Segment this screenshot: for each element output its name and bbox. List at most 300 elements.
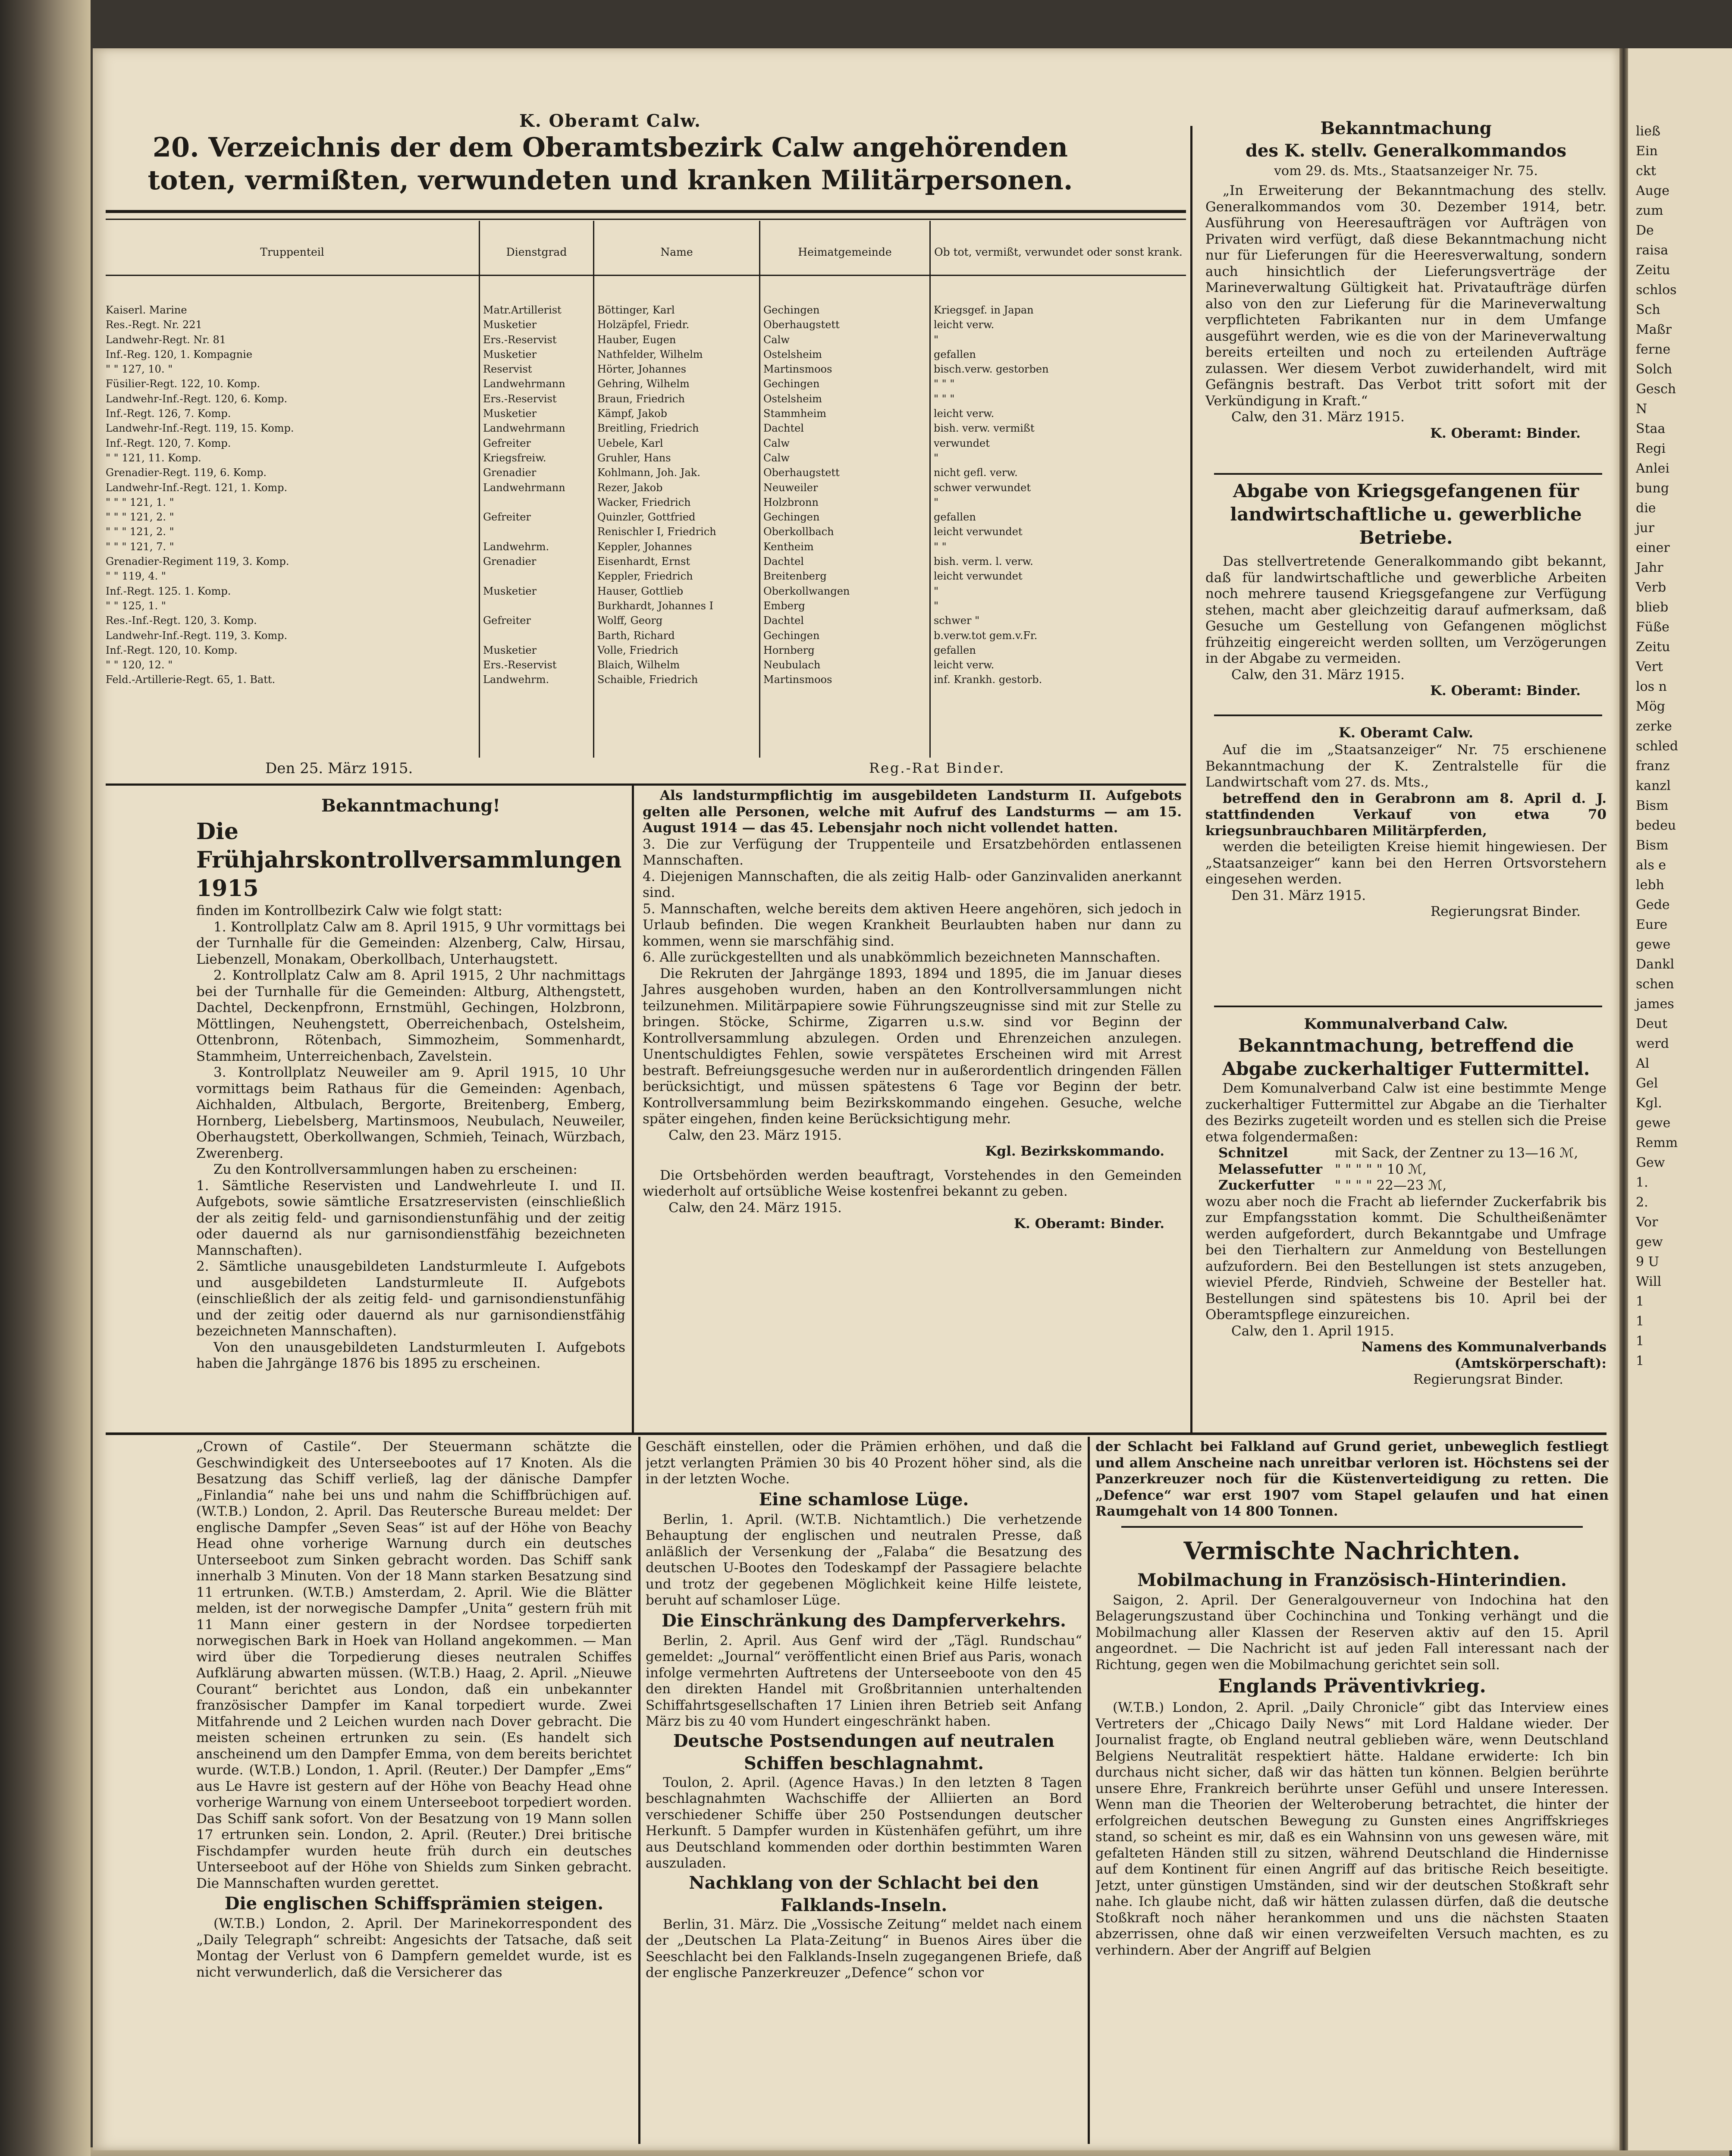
list-item: 6. Alle zurückgestellten und als unabkömmlich bezeichneten Mannschaften. [643,950,1161,965]
office-line: K. Oberamt Calw. [519,111,701,131]
table-cell: Volle, Friedrich [597,644,678,656]
table-cell: gefallen [934,644,976,656]
table-cell: bish. verw. vermißt [934,422,1035,435]
table-cell: Feld.-Artillerie-Regt. 65, 1. Batt. [106,674,276,686]
table-row [106,362,1186,376]
table-cell: bish. verm. l. verw. [934,555,1033,568]
next-page-fragment: Verb [1636,580,1666,595]
notice-signature: K. Oberamt: Binder. [1430,683,1581,699]
table-cell: Inf.-Regt. 120, 10. Komp. [106,644,238,656]
list-title-line2: toten, vermißten, verwundeten und kranken Militärpersonen. [147,164,1073,196]
notice-ref: vom 29. ds. Mts., Staatsanzeiger Nr. 75. [1274,163,1538,179]
table-cell: Oberkollwangen [763,585,850,597]
table-cell: Oberkollbach [763,526,834,538]
next-page-fragment: Zeitu [1636,263,1670,278]
notice-control-assemblies [196,794,625,1372]
table-row [106,539,1186,554]
next-page-fragment: die [1636,501,1656,516]
table-row [106,672,1186,687]
table-cell: Rezer, Jakob [597,481,663,494]
next-page-fragment: lebh [1636,877,1664,893]
notice-signature: Regierungsrat Binder. [1430,904,1581,919]
table-cell: Gehring, Wilhelm [597,378,690,390]
newspaper-page [93,48,1619,2150]
table-cell: Res.-Regt. Nr. 221 [106,319,202,331]
table-row [106,628,1186,643]
notice-title: Bekanntmachung, betreffend die Abgabe zuckerhaltiger Futtermittel. [1222,1035,1590,1079]
next-page-edge [1628,48,1732,2150]
table-body [106,303,1186,687]
list-item: 4. Diejenigen Mannschaften, die als zeitig Halb- oder Ganzinvaliden anerkannt sind. [643,868,1182,900]
price-row [1218,1178,1606,1194]
next-page-fragment: Staa [1636,421,1666,436]
table-cell: " " 127, 10. " [106,363,173,376]
table-cell: Reservist [483,363,532,376]
list-item: 3. Die zur Verfügung der Truppenteile und Ersatzbehörden entlassenen Mannschaften. [643,836,1182,868]
table-cell: leicht verw. [934,407,995,420]
column-header: Dienstgrad [506,245,567,258]
table-row [106,421,1186,436]
price-item: Melassefutter [1218,1161,1323,1177]
notice-date: Calw, den 1. April 1915. [1231,1323,1394,1339]
notice-body: „In Erweiterung der Bekanntmachung des stellv. Generalkommandos vom 30. Dezember 1914, betr. Ausführung von Heeresaufträgen vor Aufträgen von Privaten wird verfügt, daß diese Bekanntmachung nicht nur für Lieferungen für die Heeresverwaltung, sondern auch hinsichtlich der Lieferungsverträge der Marineverwaltung Gültigkeit hat. Privataufträge dürfen also von den zur Lieferung für die Marineverwaltung verpflichteten Fabrikanten nur in dem Umfange ausgeführt werden, wie es die von der Marineverwaltung bereits erteilten und noch zu erteilenden Aufträge zulassen. Wer diesem Verbot zuwiderhandelt, wird mit Gefängnis bestraft. Das Verbot tritt sofort mit der Verkündigung in Kraft.“ [1205,183,1606,409]
table-cell: " " " 121, 1. " [106,496,174,508]
price-row [1218,1145,1606,1162]
table-cell: Martinsmoos [763,674,832,686]
news-heading: Die Einschränkung des Dampferverkehrs. [662,1610,1066,1631]
notice-body: Das stellvertretende Generalkommando gibt bekannt, daß für landwirtschaftliche und gewerbliche Arbeiten noch mehrere tausend Kriegsgefangene zur Verfügung stehen, macht aber gleichzeitig darauf aufmerksam, daß Gesuche um Gestellung von Gefangenen möglichst frühzeitig eingereicht werden sollten, um Verzögerungen in der Abgabe zu vermeiden. [1205,554,1606,666]
table-cell: Musketier [483,644,537,656]
table-cell: Gechingen [763,378,820,390]
table-row [106,554,1186,569]
table-row [106,495,1186,510]
table-cell: Wacker, Friedrich [597,496,691,508]
next-page-fragment: 1 [1636,1314,1644,1329]
table-cell: Eisenhardt, Ernst [597,555,690,568]
table-cell: leicht verwundet [934,526,1023,538]
table-date: Den 25. März 1915. [265,760,413,777]
table-signature: Reg.-Rat Binder. [869,760,1005,776]
table-row [106,436,1186,451]
notice-date: Den 31. März 1915. [1231,887,1366,903]
table-cell: Matr.Artillerist [483,304,562,316]
next-page-fragment: 1 [1636,1354,1644,1369]
table-cell: Füsilier-Regt. 122, 10. Komp. [106,378,260,390]
notice-office: K. Oberamt Calw. [1339,724,1473,741]
next-page-fragment: schled [1636,739,1679,754]
table-cell: schwer verwundet [934,481,1031,494]
next-page-fragment: ckt [1636,163,1657,179]
notice-body: Von den unausgebildeten Landsturmleuten I. Aufgebots haben die Jahrgänge 1876 bis 1895 zu erscheinen. [196,1339,625,1371]
table-cell: Musketier [483,585,537,597]
table-cell: Hornberg [763,644,815,656]
table-cell: Neuweiler [763,481,818,494]
next-page-fragment: Will [1636,1274,1662,1289]
notice-title: Bekanntmachung [1320,118,1492,138]
next-page-fragment: bung [1636,481,1669,496]
table-cell: " " [934,540,947,553]
table-cell: Landwehrmann [483,422,565,435]
next-page-fragment: zerke [1636,719,1672,734]
table-cell: Dachtel [763,555,804,568]
table-cell: Hörter, Johannes [597,363,687,376]
table-row [106,510,1186,524]
table-cell: Blaich, Wilhelm [597,659,680,671]
list-item: 2. Sämtliche unausgebildeten Landsturmleute I. Aufgebots und ausgebildeten Landsturmleute II. Aufgebots (einschließlich der als zeitig feld- und garnisondienstunfähig und der zeitig oder dauernd als nur garnisondienstfähig bezeichneten Mannschaften). [196,1259,625,1339]
table-cell: " " 125, 1. " [106,599,166,612]
next-page-fragment: zum [1636,203,1663,218]
table-cell: Neubulach [763,659,821,671]
table-cell: b.verw.tot gem.v.Fr. [934,629,1038,642]
table-row [106,465,1186,480]
table-cell: Landwehr-Regt. Nr. 81 [106,333,226,346]
table-row [106,613,1186,628]
table-row [106,451,1186,465]
next-page-fragment: Maßr [1636,322,1672,337]
next-page-fragment: gewe [1636,1116,1671,1131]
news-text: Toulon, 2. April. (Agence Havas.) In den letzten 8 Tagen beschlagnahmten Wachschiffe der Alliierten an Bord verschiedener Schiffe über 250 Postsendungen deutscher Herkunft. 5 Dampfer wurden in Küstenhäfen geführt, um ihre aus Deutschland kommenden oder dorthin bestimmten Waren auszuladen. [646,1774,1082,1871]
rule [1214,714,1602,716]
notice-body: Die Ortsbehörden werden beauftragt, Vorstehendes in den Gemeinden wiederholt auf ortsübliche Weise kostenfrei bekannt zu geben. [643,1167,1182,1199]
notice-title: Die Frühjahrskontrollversammlungen 1915 [196,818,622,902]
notice-kicker: Bekanntmachung! [321,796,500,816]
next-page-fragment: Anlei [1636,461,1669,476]
column-rule [638,1437,640,2144]
next-page-fragment: gew [1636,1235,1663,1250]
price-item: Zuckerfutter [1218,1178,1315,1193]
column-header: Heimatgemeinde [798,245,892,258]
table-cell: Landwehr-Inf.-Regt. 120, 6. Komp. [106,392,288,405]
table-cell: " " " 121, 2. " [106,511,174,523]
next-page-fragment: schlos [1636,282,1677,298]
table-cell: Oberhaugstett [763,467,840,479]
table-row [106,406,1186,421]
next-page-fragment: 1. [1636,1175,1648,1190]
next-page-fragment: ließ [1636,124,1660,139]
table-cell: Dachtel [763,422,804,435]
table-cell: bisch.verw. gestorben [934,363,1049,376]
news-text: Berlin, 31. März. Die „Vossische Zeitung“ meldet nach einem der „Deutschen La Plata-Zeitung“ in Buenos Aires über die Seeschlacht bei den Falklands-Inseln zugegangenen Briefe, daß der englische Panzerkreuzer „Defence“ schon vor [646,1916,1082,1981]
table-cell: Gechingen [763,511,820,523]
notice-feed [1205,1014,1606,1388]
price-row [1218,1162,1606,1178]
next-page-fragment: Al [1636,1056,1650,1071]
table-cell: Oberhaugstett [763,319,840,331]
notice-body: Als landsturmpflichtig im ausgebildeten Landsturm II. Aufgebots gelten alle Personen, welche mit Aufruf des Landsturms — am 15. August 1914 — das 45. Lebensjahr noch nicht vollendet hatten. [643,788,1182,836]
table-cell: Gefreiter [483,614,531,627]
column-header: Truppenteil [260,245,324,258]
table-row [106,332,1186,347]
table-cell: Grenadier-Regt. 119, 6. Komp. [106,467,267,479]
notice-date: Calw, den 23. März 1915. [668,1127,842,1143]
next-page-fragment: los n [1636,679,1667,694]
section-title: Vermischte Nachrichten. [1183,1536,1521,1565]
table-cell: Grenadier [483,555,537,568]
notice-body: Auf die im „Staatsanzeiger“ Nr. 75 erschienene Bekanntmachung der K. Zentralstelle für die Landwirtschaft vom 27. ds. Mts., [1205,742,1606,790]
table-row [106,658,1186,672]
table-cell: Grenadier-Regiment 119, 3. Komp. [106,555,289,568]
notice-signature: Regierungsrat Binder. [1413,1372,1563,1387]
table-cell: Böttinger, Karl [597,304,675,316]
next-page-fragment: Regi [1636,441,1666,456]
column-header: Name [660,245,693,258]
rule [1121,1526,1583,1528]
table-cell: inf. Krankh. gestorb. [934,674,1042,686]
column-header: Ob tot, vermißt, verwundet oder sonst krank. [934,245,1183,258]
notice-body: Zu den Kontrollversammlungen haben zu erscheinen: [213,1162,577,1177]
table-cell: Musketier [483,319,537,331]
table-cell: Kaiserl. Marine [106,304,187,316]
table-cell: Landwehrm. [483,540,549,553]
table-cell: Quinzler, Gottfried [597,511,696,523]
next-page-fragment: Ein [1636,144,1658,159]
news-text: Berlin, 2. April. Aus Genf wird der „Tägl. Rundschau“ gemeldet: „Journal“ veröffentlicht einen Brief aus Paris, wonach infolge vermehrten Auftretens der Unterseeboote von den 45 den direkten Handel mit Großbritannien unterhaltenden Schiffahrtsgesellschaften 17 Linien ihren Betrieb seit Anfang März bis zu 40 vom Hundert eingeschränkt haben. [646,1633,1082,1729]
rule [106,1432,1606,1435]
next-page-fragment: schen [1636,977,1674,992]
table-cell: " [934,599,939,612]
news-column-3 [1095,1439,1609,2142]
news-text: „Crown of Castile“. Der Steuermann schätzte die Geschwindigkeit des Unterseebootes auf 17 Knoten. Als die Besatzung das Schiff verließ, lag der dänische Dampfer „Finlandia“ nahe bei uns und nahm die Schiffbrüchigen auf. (W.T.B.) London, 2. April. Das Reutersche Bureau meldet: Der englische Dampfer „Seven Seas“ ist auf der Höhe von Beachy Head ohne vorherige Warnung durch ein deutsches Unterseeboot zum Sinken gebracht worden. Das Schiff sank innerhalb 3 Minuten. Von der 18 Mann starken Besatzung sind 11 ertrunken. (W.T.B.) Amsterdam, 2. April. Wie die Blätter melden, ist der norwegische Dampfer „Unita“ gestern früh mit 11 Mann einer gestern in der Nordsee torpedierten norwegischen Bark in Hoek van Holland angekommen. — Man wird über die Torpedierung dieses neutralen Schiffes Aufklärung abwarten müssen. (W.T.B.) Haag, 2. April. „Nieuwe Courant“ berichtet aus London, daß ein unbekannter französischer Dampfer im Kanal torpediert wurde. Zwei Mitfahrende und 2 Leichen wurden nach Dover gebracht. Die meisten scheinen ertrunken zu sein. (Es handelt sich anscheinend um den Dampfer Emma, von dem bereits berichtet wurde. (W.T.B.) London, 1. April. (Reuter.) Der Dampfer „Ems“ aus Le Havre ist gestern auf der Höhe von Beachy Head ohne vorherige Warnung von einem Unterseeboot torpediert worden. Das Schiff sank sofort. Von der Besatzung von 19 Mann sollen 17 ertrunken sein. London, 2. April. (Reuter.) Drei britische Fischdampfer wurden heute früh durch ein deutsches Unterseeboot auf der Höhe von Shields zum Sinken gebracht. Die Mannschaften wurden gerettet. [196,1439,632,1891]
table-cell: gefallen [934,511,976,523]
next-page-fragments [1636,122,1678,1371]
notice-intro: finden im Kontrollbezirk Calw wie folgt statt: [196,903,503,918]
notice-body: betreffend den in Gerabronn am 8. April d. J. stattfindenden Verkauf von etwa 70 kriegsunbrauchbaren Militärpferden, [1205,790,1606,839]
table-cell: Schaible, Friedrich [597,674,698,686]
notice-date: Calw, den 31. März 1915. [1231,409,1405,425]
next-page-fragment: blieb [1636,600,1669,615]
list-item: 1. Sämtliche Reservisten und Landwehrleute I. und II. Aufgebots, sowie sämtliche Ersatzreservisten (einschließlich der als zeitig feld- und garnisondienstunfähig und der zeitig oder dauernd als nur garnisondienstfähig bezeichneten Mannschaften). [196,1178,625,1258]
next-page-fragment: Remm [1636,1135,1678,1150]
table-cell: " [934,585,939,597]
list-item: 2. Kontrollplatz Calw am 8. April 1915, 2 Uhr nachmittags bei der Turnhalle für die Gemeinden: Altburg, Althengstett, Dachtel, Deckenpfronn, Ernstmühl, Gechingen, Holzbronn, Möttlingen, Neuhengstett, Oberreichenbach, Ostelsheim, Ottenbronn, Rötenbach, Simmozheim, Sommenhardt, Stammheim, Unterreichenbach, Zavelstein. [196,968,625,1064]
table-cell: leicht verwundet [934,570,1023,583]
table-cell: Gechingen [763,629,820,642]
next-page-fragment: 9 U [1636,1254,1659,1269]
page-gutter [1619,48,1628,2150]
price-text: " " " " " 10 ℳ, [1335,1161,1427,1177]
table-cell: " " " 121, 2. " [106,526,174,538]
next-page-fragment: Füße [1636,620,1669,635]
notice-generalkommando [1205,117,1606,442]
next-page-fragment: einer [1636,540,1670,555]
table-cell: Martinsmoos [763,363,832,376]
table-cell: Kentheim [763,540,814,553]
table-row [106,317,1186,332]
table-cell: Hauber, Eugen [597,333,676,346]
next-page-fragment: Mög [1636,699,1665,714]
column-rule [1190,126,1192,1432]
table-row [106,347,1186,362]
table-cell: Res.-Inf.-Regt. 120, 3. Komp. [106,614,257,627]
table-cell: Landwehrmann [483,481,565,494]
table-cell: schwer " [934,614,980,627]
price-text: mit Sack, der Zentner zu 13—16 ℳ, [1335,1145,1578,1161]
notice-signature: K. Oberamt: Binder. [1014,1216,1164,1232]
rule [106,783,1186,786]
next-page-fragment: Gel [1636,1076,1658,1091]
table-cell: Emberg [763,599,805,612]
notice-body: wozu aber noch die Fracht ab liefernder Zuckerfabrik bis zur Empfangsstation kommt. Die Schultheißenämter werden aufgefordert, durch Bekanntgabe und Umfrage bei den Tierhaltern zur Anmeldung von Bestellungen aufzufordern. Bei den Bestellungen ist stets anzugeben, wieviel Pferde, Rindvieh, Schweine der Besteller hat. Bestellungen sind spätestens bis 10. April bei der Oberamtspflege einzureichen. [1205,1194,1606,1322]
next-page-fragment: bedeu [1636,818,1676,833]
table-cell: Calw [763,451,790,464]
table-cell: Barth, Richard [597,629,675,642]
next-page-fragment: Jahr [1636,560,1663,575]
next-page-fragment: Sch [1636,302,1660,317]
next-page-fragment: ferne [1636,342,1671,357]
table-cell: leicht verw. [934,319,995,331]
next-page-fragment: als e [1636,858,1666,873]
table-cell: Calw [763,437,790,449]
next-page-fragment: Gew [1636,1155,1665,1170]
notice-control-continued [643,788,1182,1232]
table-cell: " " 119, 4. " [106,570,166,583]
table-cell: Inf.-Regt. 125. 1. Komp. [106,585,231,597]
price-item: Schnitzel [1218,1145,1288,1161]
table-cell: " " 121, 11. Komp. [106,451,201,464]
notice-date: Calw, den 24. März 1915. [668,1200,842,1216]
table-cell: Holzäpfel, Friedr. [597,319,690,331]
list-item: 5. Mannschaften, welche bereits dem aktiven Heere angehören, sich jedoch in Urlaub befinden. Die wegen Krankheit Beurlaubten haben nur dann zu kommen, wenn sie marschfähig sind. [643,901,1182,949]
table-cell: Gruhler, Hans [597,451,671,464]
next-page-fragment: Vert [1636,659,1663,674]
table-row [106,303,1186,317]
table-cell: verwundet [934,437,990,449]
table-cell: Landwehr-Inf.-Regt. 119, 3. Komp. [106,629,288,642]
next-page-fragment: werd [1636,1036,1669,1051]
table-cell: Inf.-Regt. 126, 7. Komp. [106,407,231,420]
list-item: 3. Kontrollplatz Neuweiler am 9. April 1915, 10 Uhr vormittags beim Rathaus für die Gemeinden: Agenbach, Aichhalden, Altbulach, Bergorte, Breitenberg, Emberg, Hornberg, Liebelsberg, Martinsmoos, Neubulach, Neuweiler, Oberhaugstett, Oberkollwangen, Schmieh, Teinach, Würzbach, Zwerenberg. [196,1065,625,1161]
news-column-1 [196,1439,632,2142]
table-cell: Burkhardt, Johannes I [597,599,713,612]
next-page-fragment: kanzl [1636,778,1671,793]
table-cell: Keppler, Friedrich [597,570,693,583]
table-row [106,480,1186,495]
casualty-list-header [144,111,1076,197]
table-cell: nicht gefl. verw. [934,467,1018,479]
rule [1214,1006,1602,1007]
table-cell: Kriegsfreiw. [483,451,546,464]
news-heading: Mobilmachung in Französisch-Hinterindien. [1137,1570,1567,1590]
table-cell: Landwehr-Inf.-Regt. 121, 1. Komp. [106,481,288,494]
next-page-fragment: Gede [1636,897,1670,912]
book-edge [0,0,91,2156]
table-cell: Keppler, Johannes [597,540,692,553]
news-heading: Nachklang von der Schlacht bei den Falklands-Inseln. [689,1872,1039,1915]
notice-horses [1205,723,1606,920]
notice-signature: Kgl. Bezirkskommando. [985,1144,1164,1159]
table-row [106,599,1186,613]
table-cell: Gefreiter [483,511,531,523]
next-page-fragment: Zeitu [1636,639,1670,655]
next-page-fragment: Deut [1636,1016,1668,1031]
table-cell: Ostelsheim [763,392,822,405]
rule [1214,473,1602,475]
rule [106,210,1186,213]
table-cell: Inf.-Regt. 120, 7. Komp. [106,437,231,449]
table-cell: Wolff, Georg [597,614,663,627]
table-row [106,376,1186,391]
next-page-fragment: franz [1636,758,1670,774]
news-column-2 [646,1439,1082,2142]
table-cell: Hauser, Gottlieb [597,585,684,597]
table-cell: Landwehrm. [483,674,549,686]
table-cell: Landwehr-Inf.-Regt. 119, 15. Komp. [106,422,294,435]
next-page-fragment: Vor [1636,1215,1658,1230]
notice-office: Kommunalverband Calw. [1304,1015,1508,1033]
table-cell: Kriegsgef. in Japan [934,304,1034,316]
table-cell: " " " [934,378,955,390]
table-cell: Ers.-Reservist [483,333,557,346]
next-page-fragment: Solch [1636,362,1672,377]
notice-body: Die Rekruten der Jahrgänge 1893, 1894 und 1895, die im Januar dieses Jahres ausgehoben wurden, haben an den Kontrollversammlungen nicht teilzunehmen. Militärpapiere sowie Führungszeugnisse sind mit zur Stelle zu bringen. Stöcke, Schirme, Zigarren u.s.w. sind vor Beginn der Kontrollversammlung abzulegen. Orden und Ehrenzeichen anzulegen. Unentschuldigtes Fehlen, sowie verspätetes Erscheinen wird mit Arrest bestraft. Befreiungsgesuche werden nur in außerordentlich dringenden Fällen berücksichtigt, und müssen spätestens 6 Tage vor Beginn der betr. Kontrollversammlung beim Bezirkskommando eingehen. Gesuche, welche später eingehen, finden keine Berücksichtigung mehr. [643,965,1182,1127]
notice-signature: K. Oberamt: Binder. [1430,425,1581,441]
table-cell: Grenadier [483,467,537,479]
table-cell: Uebele, Karl [597,437,663,449]
table-cell: Ostelsheim [763,348,822,360]
news-text: Geschäft einstellen, oder die Prämien erhöhen, und daß die jetzt verlangten Prämien 30 bis 40 Prozent höher sind, als die in der letzten Woche. [646,1439,1082,1487]
table-cell: Kohlmann, Joh. Jak. [597,467,700,479]
next-page-fragment: Gesch [1636,382,1676,397]
table-cell: Musketier [483,407,537,420]
table-cell: Breitenberg [763,570,827,583]
news-heading: Eine schamlose Lüge. [759,1489,969,1510]
table-cell: Musketier [483,348,537,360]
notice-date: Calw, den 31. März 1915. [1231,667,1405,683]
table-cell: Holzbronn [763,496,819,508]
column-rule [1088,1437,1090,2144]
table-cell: Kämpf, Jakob [597,407,667,420]
news-text: (W.T.B.) London, 2. April. „Daily Chronicle“ gibt das Interview eines Vertreters der „Chicago Daily News“ mit Lord Haldane wieder. Der Journalist fragte, ob England neutral geblieben wäre, wenn Deutschland Belgiens Neutralität respektiert hätte. Haldane erwiderte: Ich bin durchaus nicht sicher, daß wir das hätten tun können. Belgien berührte unsere Ehre, Frankreich berührte unser Gefühl und unsere Interessen. Wenn man die Theorien der Welteroberung betrachtet, die hinter der erfolgreichen deutschen Bewegung zu Gunsten eines Angriffskrieges stand, so scheint es mir, daß es ein Wahnsinn von uns gewesen wäre, mit gefalteten Händen still zu sitzen, während Deutschland die Hindernisse auf dem Kontinent für einen Angriff auf das britische Reich beseitigte. Jetzt, unter günstigen Umständen, sind wir der deutschen Stoßkraft sehr nahe. Ich glaube nicht, daß wir hätten zulassen dürfen, daß die deutsche Stoßkraft noch näher herankommen und uns die nächsten Staaten abzerrissen, ohne daß wir einen verzweifelten Versuch machten, es zu verhindern. Aber der Angriff auf Belgien [1095,1700,1609,1958]
news-heading: Englands Präventivkrieg. [1218,1675,1486,1697]
next-page-fragment: raisa [1636,243,1669,258]
table-cell: Ers.-Reservist [483,392,557,405]
news-text: Saigon, 2. April. Der Generalgouverneur von Indochina hat den Belagerungszustand über Cochinchina und Tonking verhängt und die Mobilmachung aller Klassen der Reserven aktiv auf den 15. April angeordnet. — Die Nachricht ist auf jeden Fall interessant nach der Richtung, gegen wen die Mobilmachung gerichtet sein soll. [1095,1592,1609,1673]
table-row [106,524,1186,539]
table-row [106,392,1186,406]
table-cell: Stammheim [763,407,827,420]
notice-body: werden die beteiligten Kreise hiemit hingewiesen. Der „Staatsanzeiger“ kann bei den Herren Ortsvorstehern eingesehen werden. [1205,839,1606,887]
table-cell: " " 120, 12. " [106,659,173,671]
table-cell: Gechingen [763,304,820,316]
notice-body: Dem Komunalverband Calw ist eine bestimmte Menge zuckerhaltiger Futtermittel zur Abgabe an die Tierhalter des Bezirks zugeteilt worden und es stellen sich die Preise etwa folgendermaßen: [1205,1081,1606,1145]
table-row [106,584,1186,599]
table-cell: Breitling, Friedrich [597,422,699,435]
notice-title: Abgabe von Kriegsgefangenen für landwirtschaftliche u. gewerbliche Betriebe. [1230,480,1582,548]
table-row [106,643,1186,658]
table-cell: " [934,496,939,508]
notice-prisoners [1205,479,1606,699]
news-heading: Die englischen Schiffsprämien steigen. [224,1893,604,1914]
table-cell: " " " 121, 7. " [106,540,174,553]
column-rule [632,786,634,1432]
next-page-fragment: jur [1636,520,1654,536]
news-text: Berlin, 1. April. (W.T.B. Nichtamtlich.) Die verhetzende Behauptung der englischen und neutralen Presse, daß anläßlich der Versenkung der „Falaba“ die Besatzung des deutschen U-Bootes den Todeskampf der Passagiere belachte und trotz der gegebenen Möglichkeit keine Hilfe leistete, beruht auf schamloser Lüge. [646,1511,1082,1608]
price-text: " " " " 22—23 ℳ, [1335,1178,1447,1193]
table-cell: leicht verw. [934,659,995,671]
table-cell: gefallen [934,348,976,360]
table-cell: " " " [934,392,955,405]
list-item: 1. Kontrollplatz Calw am 8. April 1915, 9 Uhr vormittags bei der Turnhalle für die Gemeinden: Alzenberg, Calw, Hirsau, Liebenzell, Monakam, Oberkollbach, Unterhaugstett. [196,919,625,967]
table-cell: " [934,333,939,346]
rule [106,219,1186,220]
next-page-fragment: 1 [1636,1294,1644,1309]
table-cell: Landwehrmann [483,378,565,390]
table-cell: Gefreiter [483,437,531,449]
next-page-fragment: 1 [1636,1334,1644,1349]
table-row [106,569,1186,583]
next-page-fragment: james [1636,997,1674,1012]
next-page-fragment: Auge [1636,183,1669,198]
